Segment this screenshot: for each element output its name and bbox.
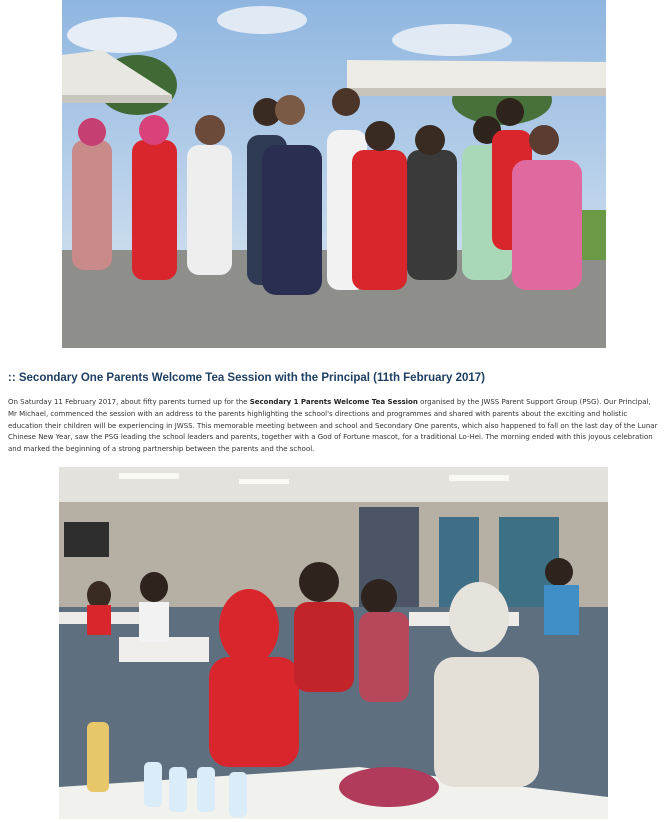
- group-photo-outdoor: [62, 0, 606, 348]
- tea-session-hall-photo: [59, 467, 608, 819]
- group-photo-illustration: [62, 0, 606, 348]
- article-paragraph: [8, 397, 658, 456]
- event-name-bold: Secondary 1 Parents Welcome Tea Session: [249, 398, 418, 406]
- paragraph-intro: On Saturday 11 February 2017, about fifty parents turned up for the: [8, 398, 250, 406]
- hall-photo-illustration: [59, 467, 608, 819]
- section-heading: :: Secondary One Parents Welcome Tea Session with the Principal (11th February 2017): [8, 372, 485, 384]
- paragraph-rest: organised by the JWSS Parent Support Group (PSG). Our Principal, Mr Michael, commenced the session with an address to the parents highlighting the school's directions and programmes and shared with parents about the exciting and holistic education their children will be experiencing in JWSS. This memorable meeting between and school and Secondary One parents, which also happened to fall on the last day of the Lunar Chinese New Year, saw the PSG leading the school leaders and parents, together with a God of Fortune mascot, for a traditional Lo-Hei. The morning ended with this joyous celebration and marked the beginning of a strong partnership between the parents and the school.: [8, 398, 658, 454]
